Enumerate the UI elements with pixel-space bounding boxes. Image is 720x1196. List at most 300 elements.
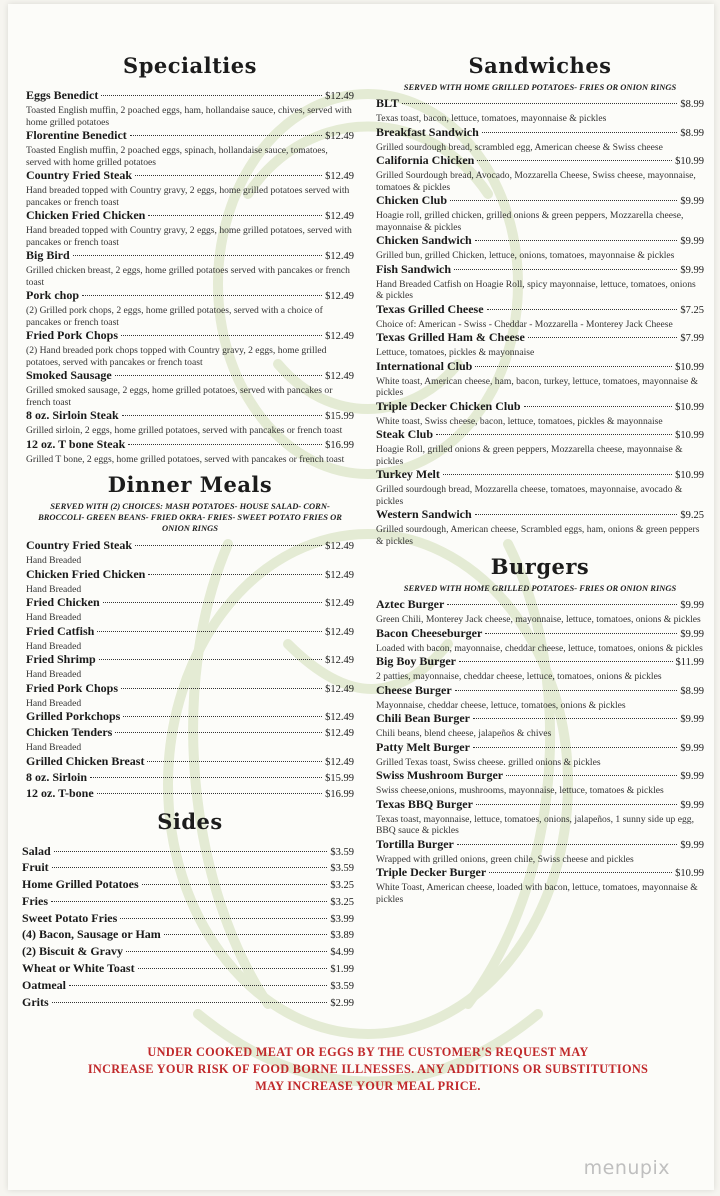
dinner-title: Dinner Meals bbox=[107, 472, 273, 497]
burger-item bbox=[376, 865, 704, 905]
item-description: Grilled chicken breast, 2 eggs, home grilled potatoes served with pancakes or french toast bbox=[26, 265, 350, 288]
leader-dots bbox=[97, 793, 322, 794]
item-description: Toasted English muffin, 2 poached eggs, spinach, hollandaise sauce, tomatoes, served with home grilled potatoes bbox=[26, 145, 328, 168]
item-price: $16.99 bbox=[325, 439, 354, 451]
side-item bbox=[22, 877, 354, 894]
sandwich-item bbox=[376, 427, 704, 467]
leader-dots bbox=[436, 434, 672, 435]
item-row bbox=[26, 408, 354, 424]
item-name: Texas Grilled Ham & Cheese bbox=[376, 330, 525, 344]
item-row bbox=[26, 288, 354, 304]
item-price: $3.59 bbox=[330, 980, 354, 992]
item-name: Grits bbox=[22, 994, 49, 1009]
item-row bbox=[376, 233, 704, 249]
item-name: Texas Grilled Cheese bbox=[376, 301, 484, 316]
item-name: Fried Catfish bbox=[26, 623, 95, 638]
item-price: $3.59 bbox=[330, 846, 354, 858]
leader-dots bbox=[447, 604, 677, 605]
leader-dots bbox=[459, 661, 673, 662]
item-description: Wrapped with grilled onions, green chile, Swiss cheese and pickles bbox=[376, 853, 634, 865]
item-description: Grilled Sourdough bread, Avocado, Mozzarella Cheese, Swiss cheese, mayonnaise, tomatoes & pickles bbox=[376, 170, 696, 193]
leader-dots bbox=[476, 804, 677, 805]
item-description: Hand Breaded Catfish on Hoagie Roll, spicy mayonnaise, lettuce, tomatoes, onions & pickles bbox=[376, 278, 696, 301]
item-name: Cheese Burger bbox=[376, 682, 452, 697]
item-price: $2.99 bbox=[330, 997, 354, 1009]
item-price: $7.99 bbox=[680, 333, 704, 344]
item-description: Hand Breaded bbox=[26, 669, 82, 680]
item-price: $12.49 bbox=[325, 131, 354, 142]
item-price: $12.49 bbox=[325, 371, 354, 382]
sandwich-item bbox=[376, 193, 704, 233]
item-row bbox=[376, 711, 704, 727]
item-row bbox=[376, 427, 704, 443]
item-name: Country Fried Steak bbox=[26, 538, 132, 552]
item-row bbox=[376, 865, 704, 881]
item-price: $12.49 bbox=[325, 291, 354, 302]
item-price: $3.25 bbox=[330, 896, 354, 908]
item-row bbox=[26, 681, 354, 697]
item-price: $9.99 bbox=[680, 839, 704, 851]
specialties-title: Specialties bbox=[123, 53, 257, 78]
leader-dots bbox=[164, 934, 328, 935]
menupix-watermark: menupix bbox=[583, 1157, 670, 1179]
item-row bbox=[376, 654, 704, 670]
item-row bbox=[26, 128, 354, 144]
item-description: White Toast, American cheese, loaded with bacon, lettuce, tomatoes, mayonnaise & pickles bbox=[376, 882, 698, 905]
item-price: $9.99 bbox=[680, 196, 704, 207]
item-name: Chicken Fried Chicken bbox=[26, 566, 146, 581]
item-description: Hoagie Roll, grilled onions & green peppers, Mozzarella cheese, mayonnaise & pickles bbox=[376, 444, 683, 467]
item-name: Chicken Club bbox=[376, 193, 448, 207]
item-price: $12.49 bbox=[325, 251, 354, 262]
specialties-list bbox=[26, 88, 354, 465]
side-item bbox=[22, 995, 354, 1012]
item-name: Smoked Sausage bbox=[26, 368, 112, 382]
notice-line-3: MAY INCREASE YOUR MEAL PRICE. bbox=[255, 1079, 481, 1093]
left-column bbox=[22, 52, 354, 1011]
leader-dots bbox=[103, 602, 322, 603]
leader-dots bbox=[489, 872, 672, 873]
item-row bbox=[26, 328, 354, 344]
item-row bbox=[376, 683, 704, 699]
item-price: $10.99 bbox=[675, 401, 704, 413]
item-name: Oatmeal bbox=[22, 977, 66, 992]
leader-dots bbox=[487, 309, 678, 310]
item-name: Grilled Chicken Breast bbox=[26, 753, 145, 768]
leader-dots bbox=[128, 444, 322, 445]
dinner-served-note: SERVED WITH (2) CHOICES: MASH POTATOES- HOUSE SALAD- CORN- BROCCOLI- GREEN BEANS- FRIED OKRA- FRIES- SWEET POTATO FRIES OR ONION RINGS bbox=[38, 501, 342, 533]
item-price: $9.99 bbox=[680, 600, 704, 611]
item-name: Turkey Melt bbox=[376, 467, 440, 481]
dinner-item bbox=[26, 681, 354, 710]
item-price: $12.49 bbox=[325, 91, 354, 102]
leader-dots bbox=[51, 901, 327, 902]
specialty-item bbox=[26, 248, 354, 288]
item-row bbox=[26, 786, 354, 802]
item-row bbox=[22, 911, 354, 928]
burger-item bbox=[376, 654, 704, 683]
item-price: $12.49 bbox=[325, 541, 354, 552]
item-description: Texas toast, mayonnaise, lettuce, tomatoes, onions, jalapeños, 1 sunny side up egg, BBQ sauce & pickles bbox=[376, 813, 694, 836]
item-price: $9.25 bbox=[680, 510, 704, 521]
leader-dots bbox=[99, 659, 322, 660]
leader-dots bbox=[115, 732, 322, 733]
item-row bbox=[22, 944, 354, 961]
side-item bbox=[22, 927, 354, 944]
item-name: Chicken Tenders bbox=[26, 725, 113, 739]
item-price: $9.99 bbox=[680, 628, 704, 640]
item-description: Hand breaded topped with Country gravy, 2 eggs, home grilled potatoes, served with pancakes or french toast bbox=[26, 225, 352, 248]
item-price: $12.49 bbox=[325, 331, 354, 342]
leader-dots bbox=[475, 514, 678, 515]
sandwich-item bbox=[376, 125, 704, 154]
item-name: Chicken Fried Chicken bbox=[26, 208, 146, 222]
item-name: Home Grilled Potatoes bbox=[22, 877, 139, 892]
side-item bbox=[22, 961, 354, 978]
sandwich-item bbox=[376, 153, 704, 193]
leader-dots bbox=[473, 747, 677, 748]
item-row bbox=[376, 797, 704, 813]
leader-dots bbox=[138, 968, 328, 969]
notice-line-2: INCREASE YOUR RISK OF FOOD BORNE ILLNESSES. ANY ADDITIONS OR SUBSTITUTIONS bbox=[87, 1062, 649, 1076]
leader-dots bbox=[473, 718, 677, 719]
specialty-item bbox=[26, 128, 354, 168]
item-price: $12.49 bbox=[325, 569, 354, 581]
item-name: Breakfast Sandwich bbox=[376, 124, 479, 139]
item-name: 8 oz. Sirloin Steak bbox=[26, 408, 119, 422]
item-name: Tortilla Burger bbox=[376, 836, 454, 851]
burger-item bbox=[376, 740, 704, 769]
item-price: $12.49 bbox=[325, 598, 354, 609]
item-description: Texas toast, bacon, lettuce, tomatoes, mayonnaise & pickles bbox=[376, 113, 607, 124]
item-row bbox=[26, 208, 354, 224]
item-name: Big Bird bbox=[26, 248, 70, 262]
dinner-item bbox=[26, 652, 354, 681]
burger-item bbox=[376, 711, 704, 740]
leader-dots bbox=[475, 240, 678, 241]
dinner-list bbox=[26, 538, 354, 802]
item-name: Swiss Mushroom Burger bbox=[376, 768, 504, 782]
item-price: $10.99 bbox=[675, 430, 704, 441]
item-row bbox=[376, 359, 704, 375]
leader-dots bbox=[126, 951, 327, 952]
item-description: White toast, Swiss cheese, bacon, lettuce, tomatoes, pickles & mayonnaise bbox=[376, 415, 663, 427]
leader-dots bbox=[121, 335, 322, 336]
dinner-item bbox=[26, 595, 354, 624]
item-price: $9.99 bbox=[680, 714, 704, 725]
leader-dots bbox=[455, 690, 678, 691]
item-price: $12.49 bbox=[325, 683, 354, 695]
sides-title: Sides bbox=[157, 808, 223, 834]
item-row bbox=[26, 567, 354, 583]
leader-dots bbox=[52, 1002, 328, 1003]
sandwich-item bbox=[376, 262, 704, 302]
item-row bbox=[26, 624, 354, 640]
item-name: 12 oz. T-bone bbox=[26, 785, 94, 800]
leader-dots bbox=[148, 215, 322, 216]
item-description: Grilled sourdough bread, scrambled egg, American cheese & Swiss cheese bbox=[376, 141, 663, 153]
item-description: Grilled smoked sausage, 2 eggs, home grilled potatoes, served with pancakes or french toast bbox=[26, 385, 333, 408]
sandwiches-title: Sandwiches bbox=[468, 53, 612, 78]
dinner-item bbox=[26, 754, 354, 770]
side-item bbox=[22, 911, 354, 928]
item-description: Hand Breaded bbox=[26, 555, 82, 566]
item-name: Wheat or White Toast bbox=[22, 961, 135, 976]
item-row bbox=[26, 538, 354, 554]
specialty-item bbox=[26, 437, 354, 466]
item-name: Fish Sandwich bbox=[376, 261, 452, 276]
side-item bbox=[22, 844, 354, 861]
item-name: Western Sandwich bbox=[376, 507, 472, 521]
item-name: 12 oz. T bone Steak bbox=[26, 436, 126, 451]
item-row bbox=[26, 88, 354, 104]
item-row bbox=[22, 927, 354, 944]
item-description: Hand breaded topped with Country gravy, 2 eggs, home grilled potatoes served with pancakes or french toast bbox=[26, 185, 350, 208]
sandwich-item bbox=[376, 467, 704, 507]
item-name: Grilled Porkchops bbox=[26, 709, 121, 723]
item-price: $1.99 bbox=[330, 964, 354, 976]
side-item bbox=[22, 978, 354, 995]
food-safety-notice bbox=[68, 1044, 668, 1095]
burgers-list bbox=[376, 597, 704, 905]
item-name: Patty Melt Burger bbox=[376, 739, 470, 754]
item-row bbox=[376, 597, 704, 613]
item-price: $10.99 bbox=[675, 361, 704, 373]
item-row bbox=[376, 125, 704, 141]
leader-dots bbox=[454, 269, 677, 270]
burger-item bbox=[376, 683, 704, 712]
item-row bbox=[26, 248, 354, 264]
leader-dots bbox=[73, 255, 322, 256]
sandwich-item bbox=[376, 359, 704, 399]
item-price: $8.99 bbox=[680, 99, 704, 110]
item-description: Grilled sourdough, American cheese, Scrambled eggs, ham, onions & green peppers & pickles bbox=[376, 524, 700, 547]
sandwiches-list bbox=[376, 96, 704, 547]
item-description: Hand Breaded bbox=[26, 697, 82, 709]
sandwich-item bbox=[376, 233, 704, 262]
item-price: $12.49 bbox=[325, 171, 354, 182]
leader-dots bbox=[450, 200, 677, 201]
item-price: $4.99 bbox=[330, 947, 354, 959]
leader-dots bbox=[482, 132, 678, 133]
leader-dots bbox=[443, 474, 672, 475]
item-row bbox=[26, 168, 354, 184]
item-row bbox=[376, 507, 704, 523]
menu-page bbox=[8, 4, 714, 1190]
item-row bbox=[26, 652, 354, 668]
item-price: $11.99 bbox=[675, 657, 704, 668]
notice-line-1: UNDER COOKED MEAT OR EGGS BY THE CUSTOMER'S REQUEST MAY bbox=[147, 1045, 589, 1059]
item-name: Aztec Burger bbox=[376, 597, 445, 611]
side-item bbox=[22, 944, 354, 961]
sandwich-item bbox=[376, 399, 704, 428]
item-description: Hand Breaded bbox=[26, 640, 82, 652]
sandwiches-served-note: SERVED WITH HOME GRILLED POTATOES- FRIES OR ONION RINGS bbox=[403, 82, 677, 92]
item-row bbox=[26, 770, 354, 786]
item-row bbox=[376, 399, 704, 415]
item-row bbox=[26, 368, 354, 384]
leader-dots bbox=[457, 844, 677, 845]
item-price: $12.49 bbox=[325, 712, 354, 723]
sandwich-item bbox=[376, 302, 704, 331]
dinner-item bbox=[26, 709, 354, 725]
item-price: $9.99 bbox=[680, 799, 704, 811]
leader-dots bbox=[475, 366, 672, 367]
item-name: Steak Club bbox=[376, 427, 434, 441]
dinner-item bbox=[26, 725, 354, 754]
item-price: $10.99 bbox=[675, 156, 704, 167]
item-name: Fried Pork Chops bbox=[26, 328, 119, 342]
item-price: $3.59 bbox=[330, 863, 354, 875]
item-name: (4) Bacon, Sausage or Ham bbox=[22, 927, 161, 942]
item-row bbox=[376, 467, 704, 483]
item-row bbox=[22, 995, 354, 1012]
leader-dots bbox=[120, 918, 327, 919]
side-item bbox=[22, 860, 354, 877]
leader-dots bbox=[477, 160, 672, 161]
item-price: $16.99 bbox=[325, 788, 354, 800]
item-description: Choice of: American - Swiss - Cheddar - Mozzarella - Monterey Jack Cheese bbox=[376, 318, 673, 330]
item-name: Texas BBQ Burger bbox=[376, 796, 473, 811]
leader-dots bbox=[121, 688, 322, 689]
item-description: Grilled sirloin, 2 eggs, home grilled potatoes, served with pancakes or french toast bbox=[26, 425, 343, 436]
item-row bbox=[376, 153, 704, 169]
item-description: Hand Breaded bbox=[26, 583, 82, 595]
item-row bbox=[22, 894, 354, 911]
specialty-item bbox=[26, 408, 354, 437]
leader-dots bbox=[402, 103, 677, 104]
burger-item bbox=[376, 837, 704, 866]
leader-dots bbox=[54, 851, 328, 852]
item-row bbox=[26, 754, 354, 770]
item-description: Green Chili, Monterey Jack cheese, mayonnaise, lettuce, tomatoes, onions & pickles bbox=[376, 614, 701, 625]
item-description: Grilled T bone, 2 eggs, home grilled potatoes, served with pancakes or french toast bbox=[26, 453, 345, 465]
item-price: $10.99 bbox=[675, 868, 704, 879]
burger-item bbox=[376, 768, 704, 797]
item-price: $8.99 bbox=[680, 127, 704, 139]
item-description: (2) Grilled pork chops, 2 eggs, home grilled potatoes, served with a choice of pancakes or french toast bbox=[26, 305, 323, 328]
item-description: Grilled bun, grilled Chicken, lettuce, onions, tomatoes, mayonnaise & pickles bbox=[376, 250, 675, 261]
item-price: $3.25 bbox=[330, 880, 354, 892]
specialty-item bbox=[26, 288, 354, 328]
sandwich-item bbox=[376, 330, 704, 359]
item-price: $9.99 bbox=[680, 264, 704, 276]
item-name: Sweet Potato Fries bbox=[22, 910, 118, 925]
item-description: Swiss cheese,onions, mushrooms, mayonnaise, lettuce, tomatoes & pickles bbox=[376, 785, 664, 796]
leader-dots bbox=[130, 135, 322, 136]
item-description: Grilled Texas toast, Swiss cheese. grilled onions & pickles bbox=[376, 756, 601, 768]
item-name: Triple Decker Chicken Club bbox=[376, 398, 521, 413]
right-column bbox=[376, 52, 704, 905]
specialty-item bbox=[26, 328, 354, 368]
burgers-title: Burgers bbox=[490, 554, 590, 579]
leader-dots bbox=[528, 337, 678, 338]
item-row bbox=[22, 978, 354, 995]
item-row bbox=[22, 961, 354, 978]
item-row bbox=[376, 96, 704, 112]
item-name: Chicken Sandwich bbox=[376, 233, 472, 247]
leader-dots bbox=[135, 545, 322, 546]
item-name: Salad bbox=[22, 843, 51, 858]
item-description: Chili beans, blend cheese, jalapeños & chives bbox=[376, 728, 552, 739]
item-description: Hand Breaded bbox=[26, 612, 82, 623]
burger-item bbox=[376, 626, 704, 655]
burgers-served-note: SERVED WITH HOME GRILLED POTATOES- FRIES OR ONION RINGS bbox=[403, 583, 677, 593]
item-description: (2) Hand breaded pork chops topped with Country gravy, 2 eggs, home grilled potatoes, served with pancakes or french toast bbox=[26, 345, 327, 368]
burger-item bbox=[376, 797, 704, 837]
leader-dots bbox=[97, 631, 322, 632]
leader-dots bbox=[122, 415, 322, 416]
leader-dots bbox=[506, 775, 677, 776]
leader-dots bbox=[115, 375, 322, 376]
leader-dots bbox=[148, 574, 322, 575]
item-description: Hoagie roll, grilled chicken, grilled onions & green peppers, Mozzarella cheese, mayonnaise & pickles bbox=[376, 210, 684, 233]
item-price: $12.49 bbox=[325, 655, 354, 666]
item-name: International Club bbox=[376, 358, 473, 373]
item-row bbox=[376, 768, 704, 784]
item-price: $8.99 bbox=[680, 685, 704, 697]
sides-list bbox=[22, 844, 354, 1012]
item-name: Fried Pork Chops bbox=[26, 680, 119, 695]
item-row bbox=[22, 860, 354, 877]
item-price: $9.99 bbox=[680, 771, 704, 782]
item-row bbox=[376, 626, 704, 642]
specialty-item bbox=[26, 88, 354, 128]
side-item bbox=[22, 894, 354, 911]
item-price: $9.99 bbox=[680, 742, 704, 754]
leader-dots bbox=[524, 406, 673, 407]
leader-dots bbox=[52, 867, 328, 868]
specialty-item bbox=[26, 208, 354, 248]
item-row bbox=[26, 437, 354, 453]
item-row bbox=[26, 709, 354, 725]
dinner-item bbox=[26, 624, 354, 653]
item-price: $12.49 bbox=[325, 211, 354, 222]
sandwich-item bbox=[376, 507, 704, 547]
item-name: Big Boy Burger bbox=[376, 654, 456, 668]
item-row bbox=[376, 330, 704, 346]
item-price: $12.49 bbox=[325, 626, 354, 638]
item-name: Country Fried Steak bbox=[26, 168, 132, 182]
burger-item bbox=[376, 597, 704, 626]
item-row bbox=[376, 302, 704, 318]
item-name: Chili Bean Burger bbox=[376, 711, 471, 725]
item-price: $12.49 bbox=[325, 756, 354, 768]
item-row bbox=[26, 595, 354, 611]
item-row bbox=[376, 193, 704, 209]
item-row bbox=[376, 262, 704, 278]
item-name: Pork chop bbox=[26, 288, 80, 302]
item-price: $10.99 bbox=[675, 470, 704, 481]
item-description: Mayonnaise, cheddar cheese, lettuce, tomatoes, onions & pickles bbox=[376, 699, 626, 711]
item-name: California Chicken bbox=[376, 153, 475, 167]
item-description: Hand Breaded bbox=[26, 742, 82, 753]
item-row bbox=[26, 725, 354, 741]
item-description: Grilled sourdough bread, Mozzarella cheese, tomatoes, mayonnaise, avocado & pickles bbox=[376, 484, 683, 507]
item-name: 8 oz. Sirloin bbox=[26, 769, 88, 784]
item-price: $3.89 bbox=[330, 930, 354, 942]
item-name: (2) Biscuit & Gravy bbox=[22, 944, 123, 959]
specialty-item bbox=[26, 168, 354, 208]
dinner-item bbox=[26, 567, 354, 596]
item-name: Fried Shrimp bbox=[26, 652, 96, 666]
leader-dots bbox=[90, 777, 322, 778]
item-name: Bacon Cheeseburger bbox=[376, 625, 483, 640]
item-description: Lettuce, tomatoes, pickles & mayonnaise bbox=[376, 347, 535, 358]
item-description: 2 patties, mayonnaise, cheddar cheese, lettuce, tomatoes, onions & pickles bbox=[376, 671, 662, 682]
item-price: $12.49 bbox=[325, 728, 354, 739]
leader-dots bbox=[485, 633, 677, 634]
